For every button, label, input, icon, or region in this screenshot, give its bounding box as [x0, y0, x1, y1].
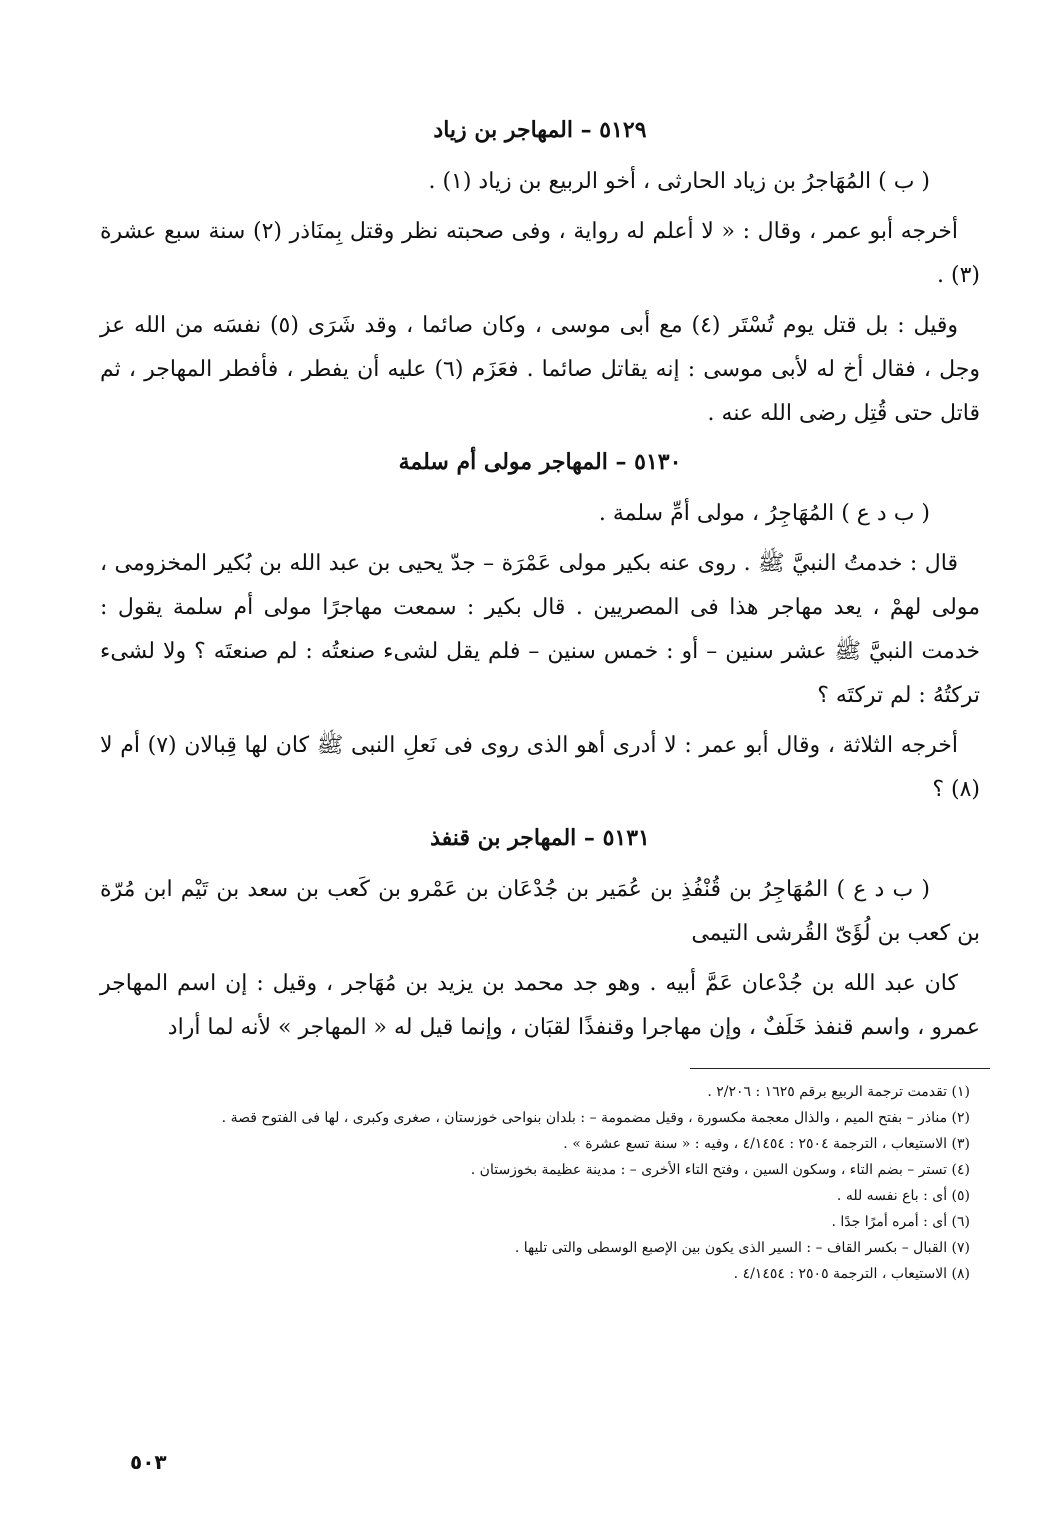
entry-5130 [100, 442, 980, 812]
entry-5129 [100, 110, 980, 436]
footnote: (٨) الاستيعاب ، الترجمة ٢٥٠٥ : ٤/١٤٥٤ . [733, 1266, 970, 1282]
entry-title: ٥١٣١ – المهاجر بن قنفذ [430, 825, 650, 851]
entry-title: ٥١٣٠ – المهاجر مولى أم سلمة [398, 449, 682, 475]
page-number: ٥٠٣ [130, 1450, 167, 1474]
entry-paragraph: وقيل : بل قتل يوم تُسْتَر (٤) مع أبى موسى ، وكان صائما ، وقد شَرَى (٥) نفسَه من الله عز وجل ، فقال أخ له لأبى موسى : إنه يقاتل صائما . فعَزَم (٦) عليه أن يفطر ، فأفطر المهاجر ، ثم قاتل حتى قُتِل رضى الله عنه . [100, 313, 980, 426]
entry-paragraph: أخرجه أبو عمر ، وقال : « لا أعلم له رواية ، وفى صحبته نظر وقتل بِمنَاذر (٢) سنة سبع عشرة (٣) . [100, 219, 980, 288]
page-body [100, 110, 980, 1287]
entry-paragraph: ( ب د ع ) المُهَاجِرُ بن قُنْفُذِ بن عُمَير بن جُدْعَان بن عَمْرو بن كَعب بن سعد بن تَيْم ابن مُرّة بن كعب بن لُؤَىّ القُرشى التيمى [100, 877, 980, 946]
footnote: (٤) تستر – بضم التاء ، وسكون السين ، وفتح التاء الأخرى – : مدينة عظيمة بخوزستان . [470, 1162, 970, 1178]
footnote: (٧) القبال – بكسر القاف – : السير الذى يكون بين الإصبع الوسطى والتى تليها . [514, 1240, 970, 1256]
footnote: (٥) أى : باع نفسه لله . [836, 1188, 970, 1204]
footnote: (١) تقدمت ترجمة الربيع برقم ١٦٢٥ : ٢/٢٠٦ . [707, 1084, 970, 1100]
entry-paragraph: ( ب د ع ) المُهَاجِرُ ، مولى أمِّ سلمة . [598, 501, 930, 526]
entry-paragraph: قال : خدمتُ النبيَّ ﷺ . روى عنه بكير مولى عَمْرَة – جدّ يحيى بن عبد الله بن بُكير المخزومى ، مولى لهمْ ، يعد مهاجر هذا فى المصريين . قال بكير : سمعت مهاجرًا مولى أم سلمة يقول : خدمت النبيَّ ﷺ عشر سنين – أو : خمس سنين – فلم يقل لشىء صنعتُه : لم صنعتَه ؟ ولا لشىء تركتُهُ : لم تركتَه ؟ [100, 551, 980, 708]
footnote: (٢) مناذر – بفتح الميم ، والذال معجمة مكسورة ، وقيل مضمومة – : بلدان بنواحى خوزستان ، صغرى وكبرى ، لها فى الفتوح قصة . [221, 1110, 970, 1126]
footnote-divider [690, 1068, 990, 1069]
entry-title: ٥١٢٩ – المهاجر بن زياد [433, 117, 647, 143]
entry-5131 [100, 818, 980, 1050]
footnotes [100, 1079, 980, 1287]
entry-paragraph: ( ب ) المُهَاجرُ بن زياد الحارثى ، أخو الربيع بن زياد (١) . [428, 169, 930, 194]
entry-paragraph: كان عبد الله بن جُدْعان عَمَّ أبيه . وهو جد محمد بن يزيد بن مُهَاجر ، وقيل : إن اسم المهاجر عمرو ، واسم قنفذ خَلَفٌ ، وإن مهاجرا وقنفذًا لقبَان ، وإنما قيل له « المهاجر » لأنه لما أراد [100, 971, 980, 1040]
footnote: (٣) الاستيعاب ، الترجمة ٢٥٠٤ : ٤/١٤٥٤ ، وفيه : « سنة تسع عشرة » . [563, 1136, 970, 1152]
entry-paragraph: أخرجه الثلاثة ، وقال أبو عمر : لا أدرى أهو الذى روى فى نَعلِ النبى ﷺ كان لها قِبالان (٧) أم لا (٨) ؟ [100, 733, 980, 802]
footnote: (٦) أى : أمره أمرًا جدًا . [831, 1214, 970, 1230]
